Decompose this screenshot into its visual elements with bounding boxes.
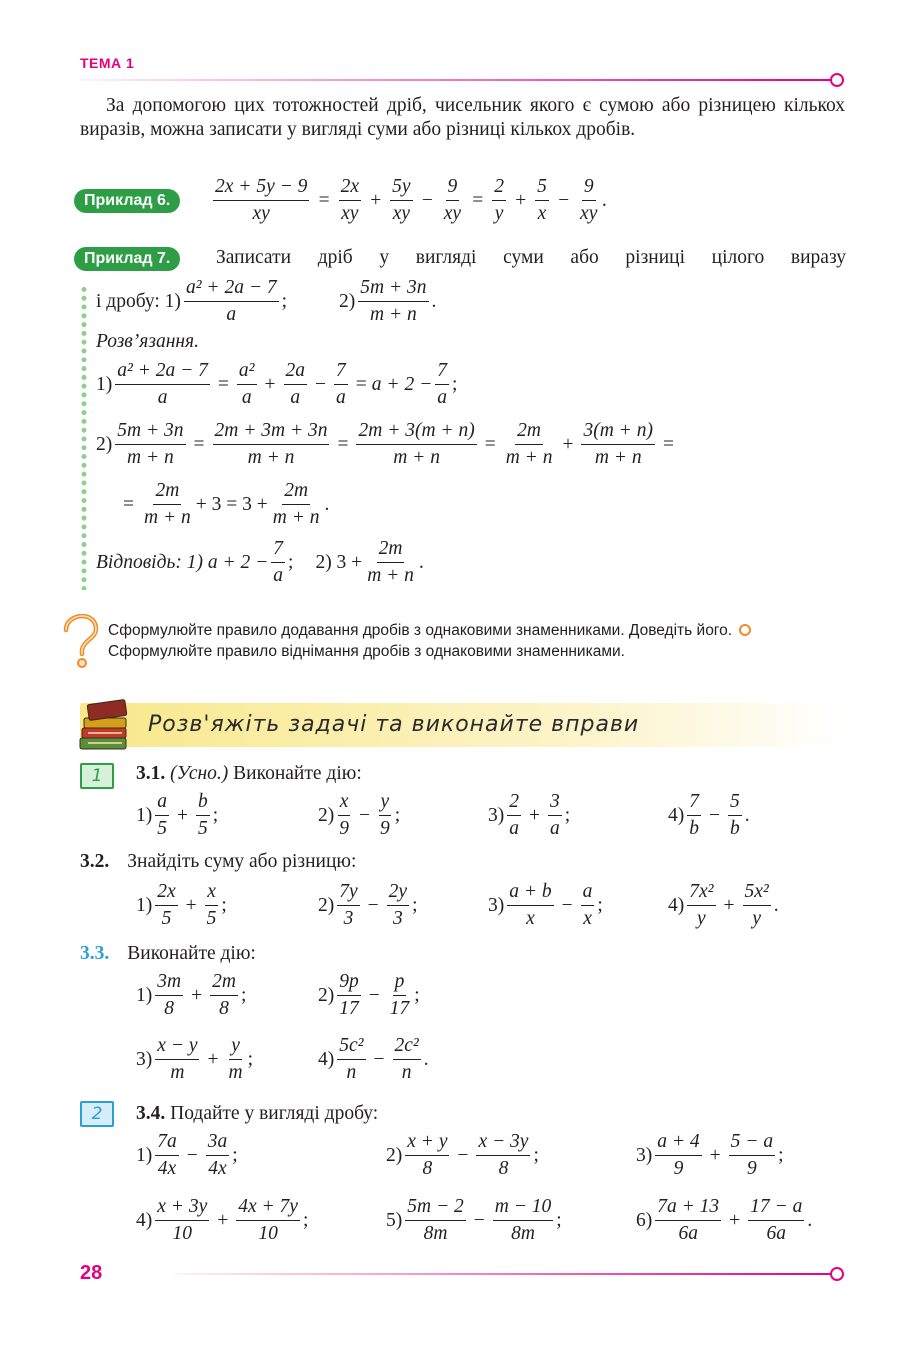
ex-3-4-item-6: [636, 1196, 812, 1245]
numerator: 2x: [155, 881, 177, 906]
denominator: 5: [198, 818, 208, 839]
operator: +: [207, 1048, 219, 1070]
ex-3-4-item-4: [136, 1196, 308, 1245]
punctuation: ;: [302, 1209, 309, 1231]
books-icon: [78, 698, 134, 757]
numerator: y: [379, 791, 392, 816]
fraction: [337, 971, 361, 1020]
question-mark-icon: [58, 614, 98, 675]
item-label: 4): [668, 804, 685, 826]
numerator: 5 − a: [729, 1131, 775, 1156]
fraction: [155, 881, 177, 930]
header-rule-end-circle: [830, 73, 844, 87]
header-rule: [80, 79, 832, 81]
fraction: [155, 1131, 179, 1180]
ex-3-1-item-1: [136, 791, 218, 840]
denominator: b: [689, 818, 699, 839]
denominator: y: [752, 908, 761, 929]
numerator: b: [196, 791, 210, 816]
punctuation: ;: [232, 1144, 238, 1166]
fraction: [655, 1196, 721, 1245]
item-label: 1): [136, 894, 153, 916]
denominator: 17: [339, 998, 359, 1019]
item-label: 1): [136, 1144, 153, 1166]
operator: −: [473, 1209, 485, 1231]
fraction: [405, 1196, 466, 1245]
numerator: x: [338, 791, 351, 816]
fraction: $\frac{5m + 3n}{m + n}$: [117, 420, 184, 468]
fraction: $\frac{9}{xy}$: [443, 176, 462, 224]
denominator: y: [697, 908, 706, 929]
denominator: 8: [164, 998, 175, 1019]
denominator: 8: [422, 1158, 433, 1179]
exercise-3-4-title: 3.4. Подайте у вигляді дробу:: [136, 1103, 379, 1124]
item-label: 1): [136, 984, 153, 1006]
fraction: [393, 1035, 421, 1084]
denominator: 6a: [678, 1223, 698, 1244]
denominator: n: [346, 1062, 357, 1083]
circle-bullet-icon: [739, 624, 751, 636]
fraction: [226, 1035, 244, 1084]
numerator: 9p: [337, 971, 361, 996]
theme-label: ТЕМА 1: [80, 55, 135, 71]
fraction: $\frac{7}{a}$: [273, 538, 284, 586]
denominator: x: [526, 908, 535, 929]
page-number: 28: [80, 1262, 103, 1284]
numerator: 5c²: [337, 1035, 365, 1060]
solution-step-2: 2) $\frac{5m + 3n}{m + n}$ = $\frac{2m + 3m + 3n}{m + n}$ = $\frac{2m + 3(m + n)}{m + n}$ = $\frac{2m}{m + n}$ + $\frac{3(m + n)}{m + n}$ =: [96, 420, 674, 468]
denominator: 8m: [423, 1223, 448, 1244]
punctuation: .: [744, 804, 750, 826]
operator: −: [186, 1144, 198, 1166]
fraction: $\frac{7}{a}$: [437, 360, 447, 408]
operator: +: [723, 894, 735, 916]
fraction: [655, 1131, 701, 1180]
solution-dotted-margin: [80, 285, 88, 590]
level-1-badge: 1: [80, 763, 114, 789]
level-2-badge: 2: [80, 1101, 114, 1127]
item-label: 3): [488, 804, 505, 826]
ex-3-4-item-2: [386, 1131, 539, 1180]
fraction: $\frac{2m}{m + n}$: [367, 538, 414, 586]
denominator: 8m: [511, 1223, 535, 1244]
fraction: [388, 971, 412, 1020]
ex-3-4-item-5: [386, 1196, 562, 1245]
ex-3-2-item-1: [136, 881, 227, 930]
denominator: 3: [343, 908, 354, 929]
fraction: [507, 881, 553, 930]
numerator: 5: [728, 791, 742, 816]
footer-rule-end-circle: [830, 1267, 844, 1281]
fraction: [405, 1131, 449, 1180]
denominator: 5: [206, 908, 217, 929]
numerator: 3a: [206, 1131, 230, 1156]
numerator: 2m: [210, 971, 238, 996]
fraction: [507, 791, 521, 840]
punctuation: ;: [221, 894, 227, 916]
fraction: $\frac{2x}{xy}$: [340, 176, 359, 224]
numerator: 5x²: [743, 881, 771, 906]
fraction: [687, 881, 715, 930]
numerator: p: [393, 971, 407, 996]
fraction: [748, 1196, 804, 1245]
example-6-badge: Приклад 6.: [74, 189, 180, 213]
operator: −: [373, 1048, 385, 1070]
operator: +: [529, 804, 540, 826]
operator: −: [359, 804, 370, 826]
fraction: $\frac{2m}{m + n}$: [505, 420, 553, 468]
answer-line: Відповідь : 1) a + 2 − $\frac{7}{a}$ ; 2) 3 + $\frac{2m}{m + n}$ .: [96, 538, 424, 586]
fraction: [548, 791, 562, 840]
item-label: 4): [318, 1048, 335, 1070]
exercise-3-3-title: 3.3. Виконайте дію:: [80, 943, 256, 964]
fraction: [196, 791, 210, 840]
numerator: 2: [507, 791, 521, 816]
solution-label: Розв’язання.: [96, 331, 199, 352]
ex-3-1-item-3: [488, 791, 570, 840]
operator: −: [367, 894, 379, 916]
numerator: 7a + 13: [655, 1196, 721, 1221]
numerator: 7x²: [687, 881, 715, 906]
solution-step-2-continued: = $\frac{2m}{m + n}$ + 3 = 3 + $\frac{2m}{m + n}$ .: [123, 480, 330, 528]
fraction: [581, 881, 595, 930]
solution-step-1: 1) $\frac{\text{a² + 2a − 7}}{a}$ = $\frac{\text{a²}}{a}$ + $\frac{2a}{a}$ − $\frac{7}{a}$ = a + 2 − $\frac{7}{a}$ ;: [96, 360, 458, 408]
denominator: 9: [673, 1158, 684, 1179]
item-label: 3): [488, 894, 505, 916]
numerator: 7: [687, 791, 701, 816]
fraction: [728, 791, 742, 840]
denominator: 6a: [766, 1223, 786, 1244]
denominator: 4x: [157, 1158, 177, 1179]
operator: +: [217, 1209, 229, 1231]
item-label: 3): [636, 1144, 653, 1166]
operator: −: [457, 1144, 469, 1166]
punctuation: .: [807, 1209, 813, 1231]
fraction: $\frac{5}{x}$: [537, 176, 547, 224]
punctuation: ;: [556, 1209, 562, 1231]
numerator: 4x + 7y: [236, 1196, 300, 1221]
fraction: $\frac{2}{y}$: [494, 176, 504, 224]
numerator: 3m: [155, 971, 183, 996]
punctuation: ;: [212, 804, 219, 826]
punctuation: ;: [778, 1144, 784, 1166]
fraction: $\frac{\text{a²}}{a}$: [238, 360, 255, 408]
operator: −: [368, 984, 380, 1006]
ex-3-4-item-3: [636, 1131, 784, 1180]
punctuation: ;: [414, 984, 420, 1006]
fraction: [236, 1196, 300, 1245]
fraction: $\frac{5y}{xy}$: [392, 176, 411, 224]
ex-3-1-item-4: [668, 791, 750, 840]
numerator: x − 3y: [476, 1131, 530, 1156]
fraction: [337, 1035, 365, 1084]
numerator: y: [229, 1035, 242, 1060]
numerator: x + 3y: [155, 1196, 209, 1221]
numerator: m − 10: [493, 1196, 554, 1221]
operator: +: [729, 1209, 741, 1231]
punctuation: ;: [240, 984, 247, 1006]
example-6-formula: $\frac{2x + 5y - 9}{xy}$ = $\frac{2x}{xy}$ + $\frac{5y}{xy}$ − $\frac{9}{xy}$ = $\frac{2}{y}$ + $\frac{5}{x}$ − $\frac{9}{xy}$ .: [215, 176, 608, 224]
punctuation: ;: [247, 1048, 253, 1070]
punctuation: .: [773, 894, 779, 916]
denominator: n: [401, 1062, 412, 1083]
operator: +: [709, 1144, 721, 1166]
denominator: 10: [172, 1223, 192, 1244]
denominator: a: [509, 818, 519, 839]
ex-3-3-item-3: [136, 1035, 253, 1084]
operator: +: [191, 984, 203, 1006]
operator: +: [177, 804, 188, 826]
fraction: [687, 791, 701, 840]
example-7-badge: Приклад 7.: [74, 247, 180, 271]
numerator: 7a: [155, 1131, 179, 1156]
numerator: 5m − 2: [405, 1196, 466, 1221]
fraction: [337, 791, 351, 840]
fraction: [378, 791, 392, 840]
item-label: 4): [668, 894, 685, 916]
fraction: [387, 881, 409, 930]
exercise-3-2-title: 3.2. Знайдіть суму або різницю:: [80, 851, 357, 872]
ex-3-3-item-4: [318, 1035, 429, 1084]
exercise-3-1-title: 3.1. (Усно.) Виконайте дію:: [136, 763, 362, 784]
fraction: [155, 971, 183, 1020]
intro-paragraph: За допомогою цих тотожностей дріб, чисельник якого є сумою або різницею кількох виразів, можна записати у вигляді суми або різниці кількох дробів.: [80, 95, 845, 140]
fraction: $\frac{\text{a² + 2a − 7}}{a}$: [185, 277, 277, 325]
denominator: m: [228, 1062, 243, 1083]
numerator: x − y: [155, 1035, 199, 1060]
numerator: 2c²: [393, 1035, 421, 1060]
fraction: $\frac{9}{xy}$: [580, 176, 598, 224]
fraction: [206, 1131, 230, 1180]
fraction: [743, 881, 771, 930]
fraction: [155, 1035, 199, 1084]
item-label: 2): [318, 804, 335, 826]
denominator: b: [730, 818, 740, 839]
punctuation: ;: [394, 804, 401, 826]
fraction: $\frac{5m + 3n}{m + n}$: [360, 277, 427, 325]
numerator: a + b: [507, 881, 553, 906]
ex-3-2-item-3: [488, 881, 603, 930]
denominator: 9: [747, 1158, 757, 1179]
denominator: 3: [392, 908, 403, 929]
numerator: a + 4: [655, 1131, 701, 1156]
numerator: a: [581, 881, 595, 906]
example-7-task: Записати дріб у вигляді суми або різниці цілого виразу: [216, 247, 846, 268]
denominator: 5: [161, 908, 172, 929]
numerator: x + y: [405, 1131, 449, 1156]
fraction: [493, 1196, 554, 1245]
fraction: $\frac{2m + 3m + 3n}{m + n}$: [214, 420, 328, 468]
fraction: $\frac{\text{a² + 2a − 7}}{a}$: [117, 360, 208, 408]
numerator: 2y: [387, 881, 409, 906]
denominator: 8: [498, 1158, 509, 1179]
fraction: $\frac{2a}{a}$: [285, 360, 306, 408]
fraction: [476, 1131, 530, 1180]
denominator: 10: [258, 1223, 278, 1244]
footer-rule: [175, 1273, 832, 1275]
numerator: 7y: [337, 881, 359, 906]
fraction: [210, 971, 238, 1020]
punctuation: ;: [533, 1144, 539, 1166]
denominator: x: [583, 908, 592, 929]
denominator: 5: [157, 818, 167, 839]
denominator: a: [550, 818, 560, 839]
ex-3-3-item-1: [136, 971, 246, 1020]
fraction: $\frac{7}{a}$: [336, 360, 346, 408]
review-questions: Сформулюйте правило додавання дробів з однаковими знаменниками. Доведіть його. Сформулюйте правило віднімання дробів з однаковими знаменниками.: [108, 620, 848, 662]
item-label: 2): [386, 1144, 403, 1166]
item-label: 2): [318, 984, 335, 1006]
ex-3-2-item-2: [318, 881, 417, 930]
punctuation: ;: [564, 804, 571, 826]
operator: −: [561, 894, 573, 916]
denominator: m: [170, 1062, 185, 1083]
denominator: 9: [339, 818, 349, 839]
item-label: 4): [136, 1209, 153, 1231]
punctuation: .: [423, 1048, 429, 1070]
denominator: 8: [219, 998, 229, 1019]
ex-3-3-item-2: [318, 971, 420, 1020]
item-label: 5): [386, 1209, 403, 1231]
denominator: 4x: [208, 1158, 227, 1179]
fraction: $\frac{2x + 5y - 9}{xy}$: [215, 176, 308, 224]
numerator: 17 − a: [748, 1196, 804, 1221]
ex-3-1-item-2: [318, 791, 400, 840]
numerator: x: [205, 881, 218, 906]
operator: +: [185, 894, 197, 916]
fraction: [205, 881, 219, 930]
fraction: $\frac{3(m + n)}{m + n}$: [583, 420, 653, 468]
ex-3-4-item-1: [136, 1131, 238, 1180]
denominator: 9: [380, 818, 390, 839]
fraction: [729, 1131, 775, 1180]
example-7-task-line-2: і дробу: 1) $\frac{\text{a² + 2a − 7}}{a}$ ; 2) $\frac{5m + 3n}{m + n}$ .: [96, 277, 437, 325]
numerator: a: [155, 791, 169, 816]
fraction: $\frac{2m}{m + n}$: [144, 480, 191, 528]
fraction: [155, 1196, 209, 1245]
fraction: [337, 881, 359, 930]
fraction: $\frac{2m}{m + n}$: [272, 480, 320, 528]
item-label: 3): [136, 1048, 153, 1070]
numerator: 3: [548, 791, 562, 816]
operator: −: [709, 804, 720, 826]
item-label: 1): [136, 804, 153, 826]
ex-3-2-item-4: [668, 881, 779, 930]
item-label: 6): [636, 1209, 653, 1231]
exercises-banner-title: Розв'яжіть задачі та виконайте вправи: [148, 712, 640, 737]
punctuation: ;: [412, 894, 418, 916]
fraction: [155, 791, 169, 840]
denominator: 17: [389, 998, 410, 1019]
item-label: 2): [318, 894, 335, 916]
fraction: $\frac{2m + 3(m + n)}{m + n}$: [358, 420, 475, 468]
punctuation: ;: [597, 894, 603, 916]
